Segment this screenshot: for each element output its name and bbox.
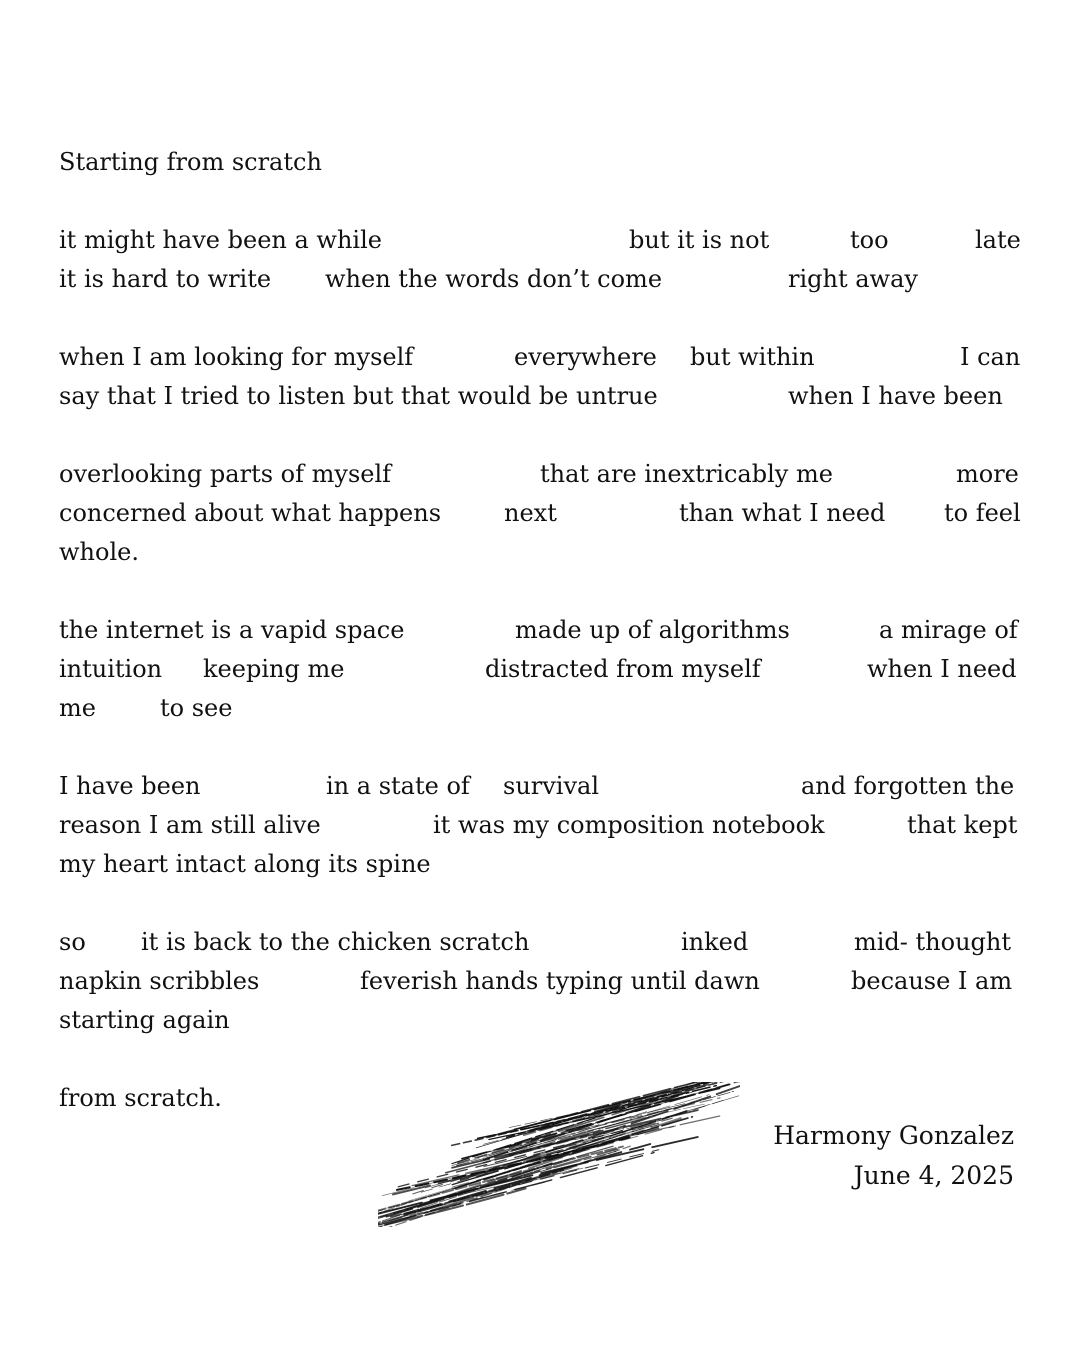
poem-fragment: mid- thought [854,928,1012,956]
poem-fragment: too [850,226,889,254]
poem-fragment: when I have been [788,382,1003,410]
poem-fragment: made up of algorithms [515,616,790,644]
poem-fragment: to see [160,694,233,722]
poem-fragment: it was my composition notebook [433,811,825,839]
poem-fragment: but it is not [629,226,770,254]
poem-line [59,692,1021,724]
poem-fragment: starting again [59,1006,230,1034]
poem-fragment: a mirage of [879,616,1018,644]
poem-fragment: inked [681,928,749,956]
poem-fragment: when the words don’t come [325,265,663,293]
poem-line [59,458,1021,490]
poem-fragment: feverish hands typing until dawn [360,967,760,995]
poem-line [59,653,1021,685]
poem-fragment: intuition [59,655,163,683]
poem-title: Starting from scratch [59,148,322,176]
poem-fragment: that kept [907,811,1018,839]
poem-fragment: it might have been a while [59,226,382,254]
poem-line [59,224,1021,256]
poem-fragment: concerned about what happens [59,499,442,527]
poem-fragment: it is back to the chicken scratch [141,928,530,956]
poem-line [59,848,1021,880]
poem-fragment: in a state of [326,772,470,800]
poem-fragment: everywhere [514,343,657,371]
poem-fragment: reason I am still alive [59,811,321,839]
poem-fragment: late [975,226,1021,254]
poem-date: June 4, 2025 [853,1161,1014,1190]
poem-fragment: right away [788,265,918,293]
poem-line [59,536,1021,568]
poem-line [59,770,1021,802]
poem-fragment: but within [690,343,815,371]
poem-fragment: overlooking parts of myself [59,460,392,488]
poem-line [59,965,1021,997]
poem-fragment: when I am looking for myself [59,343,414,371]
poem-line [59,1004,1021,1036]
poem-line [59,380,1021,412]
poem-fragment: next [504,499,557,527]
poem-fragment: from scratch. [59,1084,222,1112]
scribble-signature-icon [378,1082,740,1227]
poem-fragment: to feel [944,499,1021,527]
poem-fragment: than what I need [679,499,886,527]
poem-line [59,341,1021,373]
poem-fragment: distracted from myself [485,655,761,683]
poem-fragment: when I need [867,655,1017,683]
poem-fragment: and forgotten the [801,772,1015,800]
poem-line [59,614,1021,646]
poem-fragment: I have been [59,772,201,800]
poem-fragment: me [59,694,96,722]
poem-fragment: the internet is a vapid space [59,616,405,644]
poem-fragment: whole. [59,538,139,566]
poem-line [59,263,1021,295]
poem-fragment: survival [503,772,600,800]
poem-line [59,926,1021,958]
poem-fragment: more [956,460,1019,488]
poem-fragment: it is hard to write [59,265,272,293]
poem-fragment: because I am [851,967,1013,995]
poem-line [59,809,1021,841]
poem-fragment: say that I tried to listen but that would be untrue [59,382,658,410]
poem-fragment: so [59,928,86,956]
poem-fragment: I can [960,343,1021,371]
poem-line [59,497,1021,529]
poem-fragment: keeping me [203,655,345,683]
poem-fragment: my heart intact along its spine [59,850,431,878]
poem-fragment: napkin scribbles [59,967,260,995]
poem-fragment: that are inextricably me [540,460,833,488]
author-name: Harmony Gonzalez [773,1121,1014,1150]
